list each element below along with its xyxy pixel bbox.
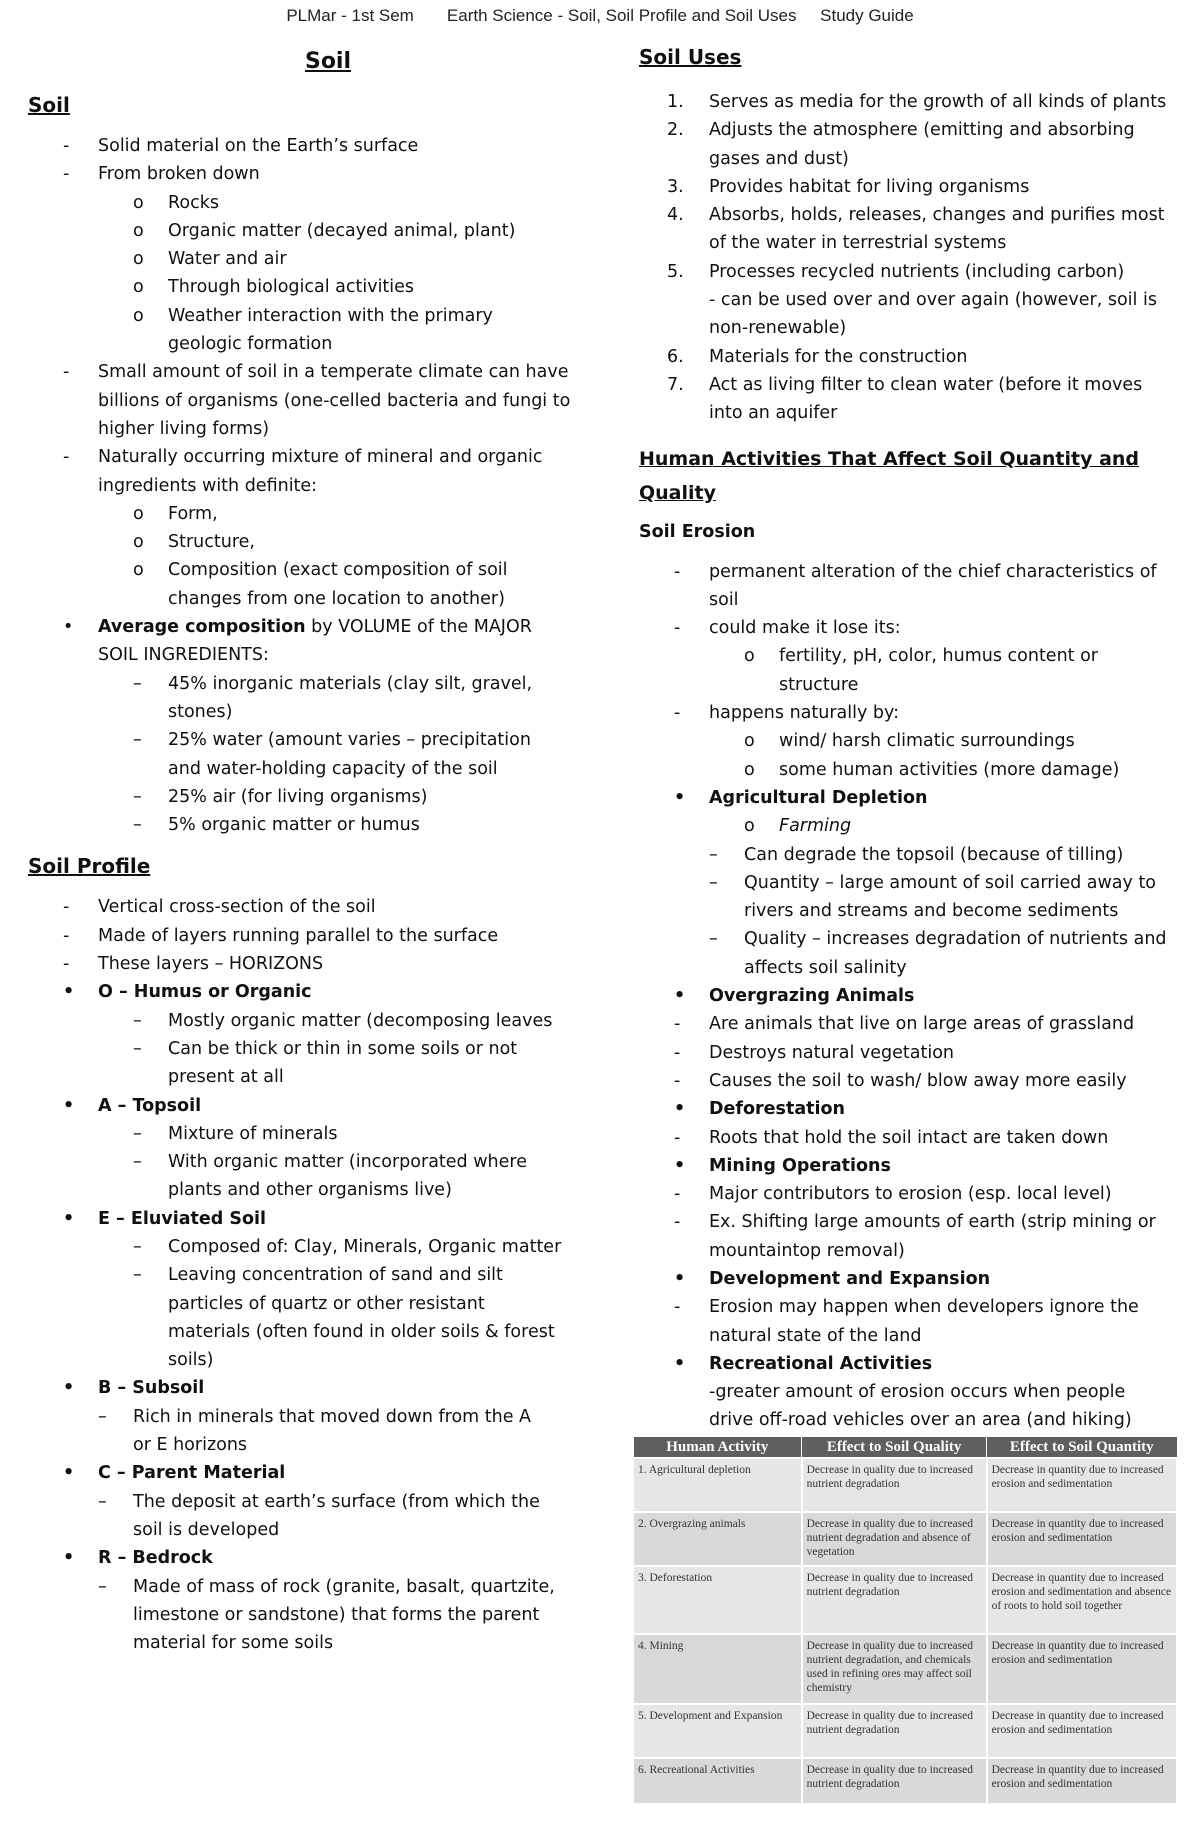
list-item: - Naturally occurring mixture of mineral and organic ingredients with definite:: [63, 447, 543, 496]
column-header: Effect to Soil Quality: [802, 1437, 987, 1459]
list-item: - permanent alteration of the chief characteristics of soil: [674, 561, 1157, 610]
list-item: o Organic matter (decayed animal, plant): [133, 220, 516, 241]
list-item: o Through biological activities: [133, 277, 415, 298]
horizon-heading: • B – Subsoil: [63, 1378, 205, 1399]
list-item: • Average composition by VOLUME of the MAJOR SOIL INGREDIENTS:: [63, 617, 532, 666]
horizon-heading: • A – Topsoil: [63, 1095, 202, 1116]
section-heading-human-activities: Human Activities That Affect Soil Quantity and Quality: [639, 447, 1140, 504]
table-row: [633, 1634, 1177, 1704]
list-item: 1. Serves as media for the growth of all kinds of plants: [667, 92, 1167, 112]
list-item: – Mostly organic matter (decomposing leaves: [133, 1010, 553, 1031]
activity-heading: • Mining Operations: [674, 1155, 891, 1176]
horizon-heading: • O – Humus or Organic: [63, 982, 312, 1003]
table-cell: Decrease in quality due to increased nutrient degradation: [802, 1458, 987, 1512]
list-item: o wind/ harsh climatic surroundings: [744, 731, 1075, 752]
list-item: - Ex. Shifting large amounts of earth (strip mining or mountaintop removal): [674, 1212, 1156, 1261]
soil-profile-list: [28, 893, 588, 1657]
table-cell: Decrease in quantity due to increased erosion and sedimentation: [987, 1758, 1177, 1804]
list-item: – Made of mass of rock (granite, basalt, quartzite, limestone or sandstone) that forms the parent material for some soils: [98, 1576, 555, 1654]
left-column: [28, 42, 588, 1657]
list-item: 7. Act as living filter to clean water (before it moves into an aquifer: [667, 374, 1143, 424]
list-item: - Made of layers running parallel to the surface: [63, 925, 499, 946]
list-item: o Form,: [133, 503, 218, 524]
activity-heading: • Development and Expansion: [674, 1268, 991, 1289]
table-cell: Decrease in quantity due to increased erosion and sedimentation: [987, 1704, 1177, 1758]
list-item: 2. Adjusts the atmosphere (emitting and absorbing gases and dust): [667, 120, 1135, 169]
activity-heading: • Recreational Activities: [674, 1353, 933, 1374]
page-title: Soil: [304, 49, 352, 74]
table-cell: Decrease in quality due to increased nutrient degradation: [802, 1566, 987, 1634]
list-item: 4. Absorbs, holds, releases, changes and purifies most of the water in terrestrial systems: [667, 205, 1165, 254]
table-row: [633, 1566, 1177, 1634]
list-item: – 25% water (amount varies – precipitation and water-holding capacity of the soil: [133, 730, 531, 779]
list-item: 3. Provides habitat for living organisms: [667, 176, 1030, 197]
table-cell: Decrease in quality due to increased nutrient degradation: [802, 1704, 987, 1758]
section-heading-soil-profile: Soil Profile: [28, 854, 151, 879]
table-row: [633, 1512, 1177, 1566]
list-item: o some human activities (more damage): [744, 759, 1120, 780]
list-item: – Rich in minerals that moved down from the A or E horizons: [98, 1406, 532, 1456]
list-item: – Leaving concentration of sand and silt particles of quartz or other resistant materials (often found in older soils & forest soils): [133, 1265, 555, 1371]
horizon-heading: • C – Parent Material: [63, 1463, 286, 1484]
soil-uses-list: [639, 88, 1179, 428]
list-item: - Major contributors to erosion (esp. local level): [674, 1184, 1112, 1205]
activity-heading: • Overgrazing Animals: [674, 986, 915, 1007]
list-item: o Water and air: [133, 249, 287, 270]
list-item: o fertility, pH, color, humus content or structure: [744, 646, 1098, 695]
table-cell: 1. Agricultural depletion: [633, 1458, 802, 1512]
table-cell: 6. Recreational Activities: [633, 1758, 802, 1804]
column-header: Human Activity: [633, 1437, 802, 1459]
list-item: - Roots that hold the soil intact are taken down: [674, 1127, 1109, 1148]
soil-erosion-list: [639, 558, 1179, 1435]
list-item: 6. Materials for the construction: [667, 346, 968, 367]
list-item: – Quantity – large amount of soil carried away to rivers and streams and become sediments: [709, 872, 1157, 922]
list-item: – Quality – increases degradation of nutrients and affects soil salinity: [709, 929, 1167, 978]
list-item: - could make it lose its:: [674, 618, 901, 639]
list-item: o Composition (exact composition of soil changes from one location to another): [133, 560, 508, 609]
list-item: - Small amount of soil in a temperate climate can have billions of organisms (one-celled bacteria and fungi to higher living forms): [63, 362, 571, 439]
list-item: – With organic matter (incorporated where plants and other organisms live): [133, 1152, 527, 1201]
section-heading-soil-uses: Soil Uses: [639, 45, 742, 69]
list-item: – Mixture of minerals: [133, 1123, 338, 1144]
right-column: [639, 40, 1179, 1435]
horizon-heading: • E – Eluviated Soil: [63, 1208, 266, 1229]
table-row: [633, 1704, 1177, 1758]
table-header-row: [633, 1437, 1177, 1459]
list-item: - These layers – HORIZONS: [63, 954, 324, 975]
list-item: o Farming: [744, 816, 852, 837]
table-cell: Decrease in quality due to increased nutrient degradation: [802, 1758, 987, 1804]
table-cell: 5. Development and Expansion: [633, 1704, 802, 1758]
activity-heading: • Deforestation: [674, 1099, 845, 1120]
subheading-soil-erosion: Soil Erosion: [639, 521, 756, 542]
list-item: - Are animals that live on large areas of grassland: [674, 1014, 1135, 1035]
list-item: o Rocks: [133, 192, 219, 213]
table-cell: 3. Deforestation: [633, 1566, 802, 1634]
list-item: - happens naturally by:: [674, 703, 899, 724]
list-item: – Can be thick or thin in some soils or not present at all: [133, 1038, 518, 1088]
list-item: – The deposit at earth’s surface (from which the soil is developed: [98, 1491, 540, 1540]
list-item: - From broken down: [63, 164, 260, 185]
table-cell: Decrease in quality due to increased nutrient degradation, and chemicals used in refining ores may affect soil chemistry: [802, 1634, 987, 1704]
page-header: PLMar - 1st Sem Earth Science - Soil, Soil Profile and Soil Uses Study Guide: [286, 6, 914, 25]
table-cell: Decrease in quantity due to increased erosion and sedimentation: [987, 1458, 1177, 1512]
list-item: - Vertical cross-section of the soil: [63, 897, 376, 918]
table-cell: Decrease in quality due to increased nutrient degradation and absence of vegetation: [802, 1512, 987, 1566]
list-item: - Erosion may happen when developers ignore the natural state of the land: [674, 1297, 1139, 1346]
list-item: - Causes the soil to wash/ blow away more easily: [674, 1070, 1127, 1091]
table-row: [633, 1458, 1177, 1512]
table-cell: 4. Mining: [633, 1634, 802, 1704]
soil-list: [28, 132, 588, 839]
list-item: -greater amount of erosion occurs when people drive off-road vehicles over an area (and hiking): [709, 1382, 1132, 1431]
activity-heading: • Agricultural Depletion: [674, 787, 928, 808]
list-item: – 25% air (for living organisms): [133, 786, 428, 807]
table-cell: Decrease in quantity due to increased erosion and sedimentation: [987, 1634, 1177, 1704]
list-item: – Can degrade the topsoil (because of tilling): [709, 844, 1124, 865]
horizon-heading: • R – Bedrock: [63, 1548, 213, 1569]
human-activity-table: [632, 1436, 1178, 1805]
table-cell: 2. Overgrazing animals: [633, 1512, 802, 1566]
list-item: o Weather interaction with the primary geologic formation: [133, 305, 493, 355]
column-header: Effect to Soil Quantity: [987, 1437, 1177, 1459]
list-item: – 5% organic matter or humus: [133, 815, 420, 836]
table-cell: Decrease in quantity due to increased erosion and sedimentation: [987, 1512, 1177, 1566]
section-heading-soil: Soil: [28, 93, 70, 117]
list-item: o Structure,: [133, 532, 255, 553]
table-row: [633, 1758, 1177, 1804]
list-item: - Destroys natural vegetation: [674, 1042, 954, 1063]
list-item: – 45% inorganic materials (clay silt, gravel, stones): [133, 673, 533, 722]
list-item: – Composed of: Clay, Minerals, Organic matter: [133, 1236, 562, 1257]
list-item: - Solid material on the Earth’s surface: [63, 136, 419, 156]
table-cell: Decrease in quantity due to increased erosion and sedimentation and absence of roots to hold soil together: [987, 1566, 1177, 1634]
list-item: 5. Processes recycled nutrients (including carbon) - can be used over and over again (however, soil is non-renewable): [667, 261, 1157, 339]
